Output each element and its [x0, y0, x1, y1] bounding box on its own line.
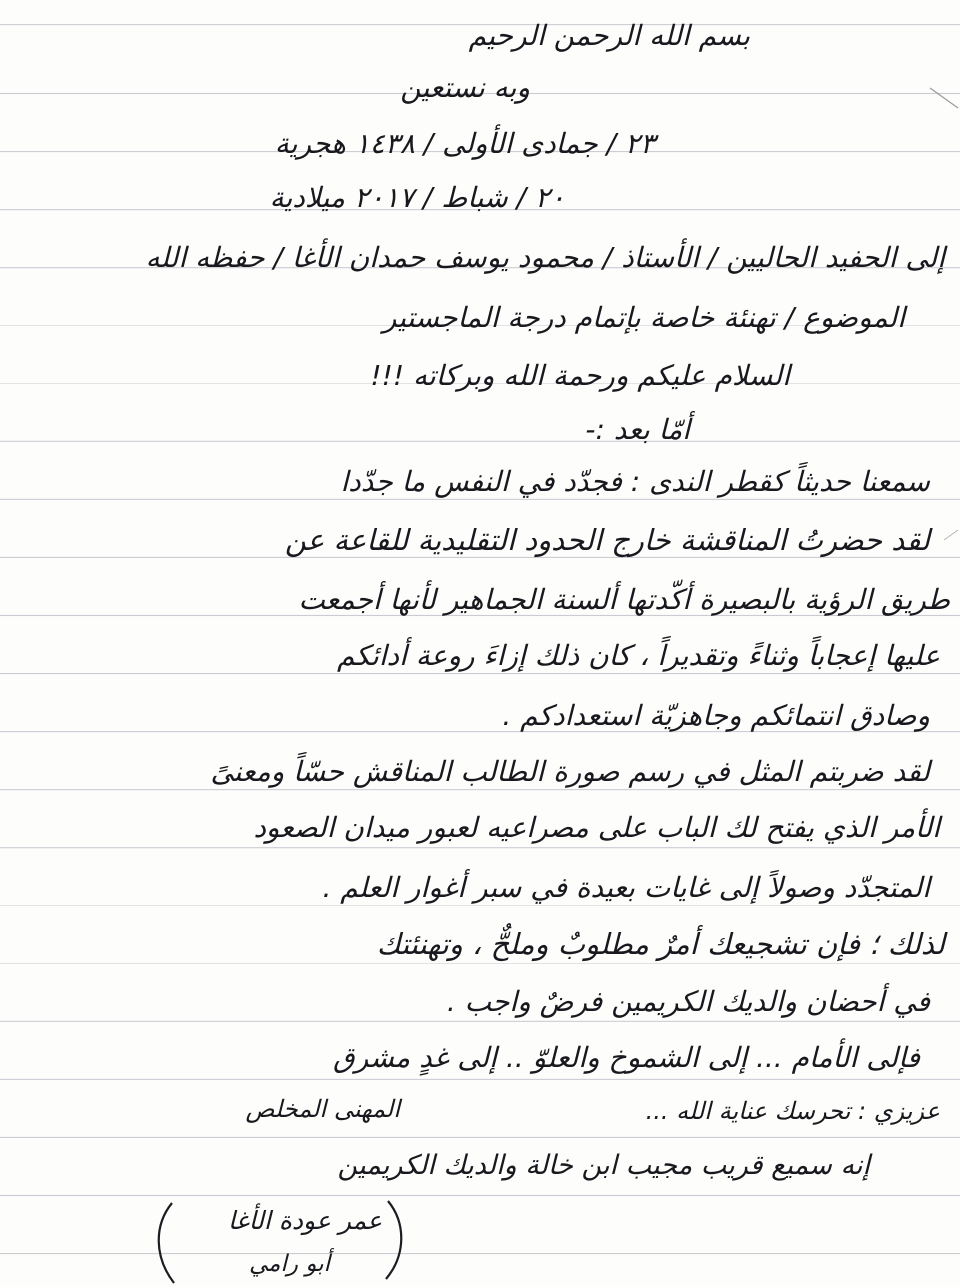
- closing-sender-label: المهنى المخلص: [245, 1095, 400, 1123]
- body-line-4: عليها إعجاباً وثناءً وتقديراً ، كان ذلك إزاءَ روعة أدائكم: [336, 639, 940, 672]
- body-line-1: سمعنا حديثاً كقطر الندى : فجدّد في النفس ما جدّدا: [340, 465, 930, 498]
- closing-prayer-left: عزيزي : تحرسك عناية الله ...: [645, 1097, 940, 1125]
- body-line-2: لقد حضرتُ المناقشة خارج الحدود التقليدية للقاعة عن: [284, 523, 930, 557]
- greeting-line: السلام عليكم ورحمة الله وبركاته !!!: [370, 359, 790, 392]
- subject-line: الموضوع / تهنئة خاصة بإتمام درجة الماجستير: [382, 301, 905, 334]
- addressee-line: إلى الحفيد الحاليين / الأستاذ / محمود يوسف حمدان الأغا / حفظه الله: [145, 241, 945, 274]
- date-hijri: ٢٣ / جمادى الأولى / ١٤٣٨ هجرية: [274, 127, 655, 160]
- date-gregorian: ٢٠ / شباط / ٢٠١٧ ميلادية: [269, 181, 565, 214]
- body-line-9: لذلك ؛ فإن تشجيعك أمرٌ مطلوبٌ وملحٌّ ، وتهنئتك: [376, 927, 945, 961]
- body-line-8: المتجدّد وصولاً إلى غايات بعيدة في سبر أغوار العلم .: [322, 871, 930, 904]
- body-line-10: في أحضان والديك الكريمين فرضٌ واجب .: [446, 985, 930, 1018]
- signature-block: [150, 1195, 410, 1287]
- invocation: وبه نستعين: [400, 71, 530, 104]
- body-line-11: فإلى الأمام ... إلى الشموخ والعلوّ .. إلى غدٍ مشرق: [333, 1041, 920, 1074]
- body-line-7: الأمر الذي يفتح لك الباب على مصراعيه لعبور ميدان الصعود: [253, 811, 940, 844]
- signature-title: أبو رامي: [249, 1251, 330, 1277]
- signature-name: عمر عودة الأغا: [228, 1206, 382, 1235]
- basmala: بسم الله الرحمن الرحيم: [468, 19, 750, 52]
- amma-baad: أمّا بعد :-: [585, 413, 690, 446]
- body-line-6: لقد ضربتم المثل في رسم صورة الطالب المناقش حسّاً ومعنىً: [210, 755, 930, 788]
- body-line-5: وصادق انتمائكم وجاهزيّة استعدادكم .: [502, 699, 930, 732]
- closing-line: إنه سميع قريب مجيب ابن خالة والديك الكريمين: [337, 1150, 870, 1181]
- body-line-3: طريق الرؤية بالبصيرة أكّدتها ألسنة الجماهير لأنها أجمعت: [298, 583, 950, 616]
